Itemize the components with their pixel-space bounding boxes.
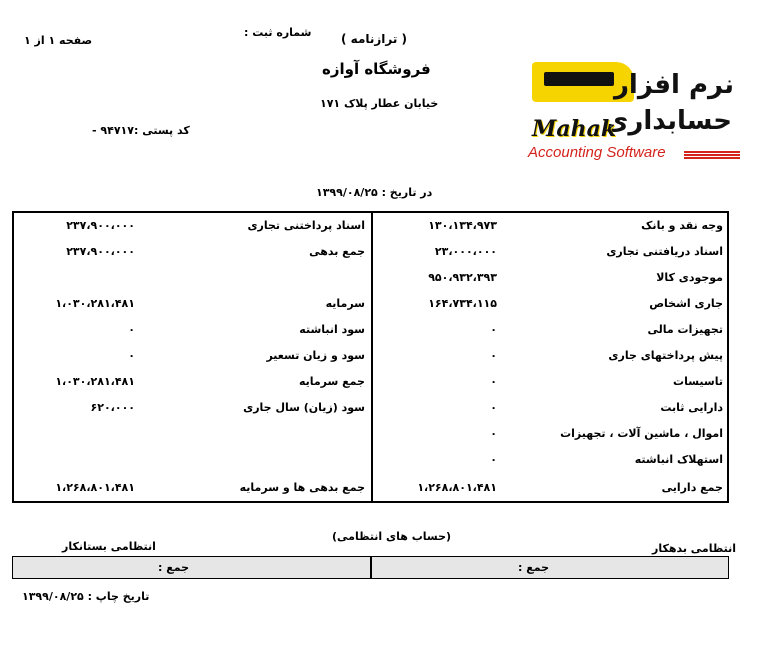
asset-label: اموال ، ماشین آلات ، تجهیزات: [560, 427, 723, 440]
logo-line2: حسابداری: [604, 106, 732, 136]
asset-value: ۰: [490, 349, 497, 362]
liability-label: سود (زیان) سال جاری: [243, 401, 365, 414]
liability-row: [14, 219, 371, 239]
memo-debtor-label: انتظامی بدهکار: [652, 542, 736, 555]
liability-label: جمع بدهی ها و سرمایه: [239, 481, 365, 494]
asset-value: ۱،۲۶۸،۸۰۱،۴۸۱: [417, 481, 497, 494]
memo-creditor-label: انتظامی بستانکار: [62, 540, 156, 553]
asset-row: [373, 349, 729, 369]
print-date: تاریخ چاپ : ۱۳۹۹/۰۸/۲۵: [22, 590, 150, 603]
asset-row: [373, 453, 729, 473]
liability-value: ۱،۰۳۰،۲۸۱،۴۸۱: [55, 297, 135, 310]
asset-label: اسناد دریافتنی تجاری: [606, 245, 723, 258]
asset-row: [373, 297, 729, 317]
asset-value: ۰: [490, 375, 497, 388]
asset-label: موجودی کالا: [656, 271, 723, 284]
liability-row: [14, 481, 371, 501]
asset-value: ۰: [490, 427, 497, 440]
asset-label: جمع دارایی: [661, 481, 723, 494]
asset-value: ۲۳،۰۰۰،۰۰۰: [434, 245, 497, 258]
store-name: فروشگاه آوازه: [322, 60, 431, 78]
address: خیابان عطار پلاک ۱۷۱: [320, 97, 439, 110]
postal-code: کد پستی :۹۴۷۱۷ -: [92, 124, 190, 137]
liability-row: [14, 453, 371, 473]
memo-table: [12, 556, 729, 579]
report-type: ( ترازنامه ): [341, 32, 408, 46]
asset-label: تاسیسات: [673, 375, 723, 388]
asset-row: [373, 481, 729, 501]
asset-label: دارایی ثابت: [660, 401, 723, 414]
asset-value: ۰: [490, 453, 497, 466]
asset-label: تجهیزات مالی: [647, 323, 723, 336]
asset-value: ۹۵۰،۹۳۲،۳۹۳: [428, 271, 497, 284]
liability-label: سود و زیان تسعیر: [266, 349, 365, 362]
registration-label: شماره ثبت :: [244, 26, 312, 39]
liability-row: [14, 297, 371, 317]
liability-value: ۲۳۷،۹۰۰،۰۰۰: [66, 219, 135, 232]
asset-row: [373, 271, 729, 291]
liability-row: [14, 401, 371, 421]
liability-value: ۱،۲۶۸،۸۰۱،۴۸۱: [55, 481, 135, 494]
liability-value: ۰: [128, 349, 135, 362]
asset-row: [373, 427, 729, 447]
liability-value: ۰: [128, 323, 135, 336]
liability-row: [14, 349, 371, 369]
memo-right-total: جمع :: [518, 561, 550, 574]
memo-divider: [370, 557, 372, 578]
page-info: صفحه ۱ از ۱: [24, 34, 93, 47]
asset-row: [373, 219, 729, 239]
liability-row: [14, 245, 371, 265]
logo-tagline: Accounting Software: [528, 144, 666, 161]
asset-value: ۱۳۰،۱۳۴،۹۷۳: [428, 219, 497, 232]
memo-title: (حساب های انتظامی): [332, 530, 452, 543]
liability-label: جمع سرمایه: [298, 375, 365, 388]
liability-label: سود انباشته: [299, 323, 365, 336]
report-date: در تاریخ : ۱۳۹۹/۰۸/۲۵: [316, 186, 433, 199]
asset-value: ۰: [490, 323, 497, 336]
liability-row: [14, 271, 371, 291]
asset-value: ۱۶۴،۷۳۴،۱۱۵: [428, 297, 497, 310]
liability-value: ۱،۰۳۰،۲۸۱،۴۸۱: [55, 375, 135, 388]
logo-bars-icon: [684, 151, 740, 159]
mahak-logo: [526, 56, 742, 166]
asset-value: ۰: [490, 401, 497, 414]
liability-value: ۲۳۷،۹۰۰،۰۰۰: [66, 245, 135, 258]
liability-row: [14, 323, 371, 343]
liability-row: [14, 427, 371, 447]
liability-row: [14, 375, 371, 395]
logo-line1: نرم افزار: [613, 70, 734, 100]
liability-value: ۶۲۰،۰۰۰: [90, 401, 135, 414]
asset-label: استهلاک انباشته: [634, 453, 723, 466]
asset-row: [373, 375, 729, 395]
liability-label: سرمایه: [325, 297, 365, 310]
asset-row: [373, 401, 729, 421]
asset-row: [373, 245, 729, 265]
asset-label: جاری اشخاص: [649, 297, 723, 310]
logo-brand: Mahak: [532, 116, 617, 142]
liability-label: جمع بدهی: [309, 245, 365, 258]
liability-label: اسناد پرداختنی تجاری: [247, 219, 365, 232]
asset-label: وجه نقد و بانک: [641, 219, 723, 232]
asset-label: پیش پرداختهای جاری: [608, 349, 723, 362]
memo-left-total: جمع :: [158, 561, 190, 574]
balance-sheet-table: [12, 211, 729, 503]
asset-row: [373, 323, 729, 343]
